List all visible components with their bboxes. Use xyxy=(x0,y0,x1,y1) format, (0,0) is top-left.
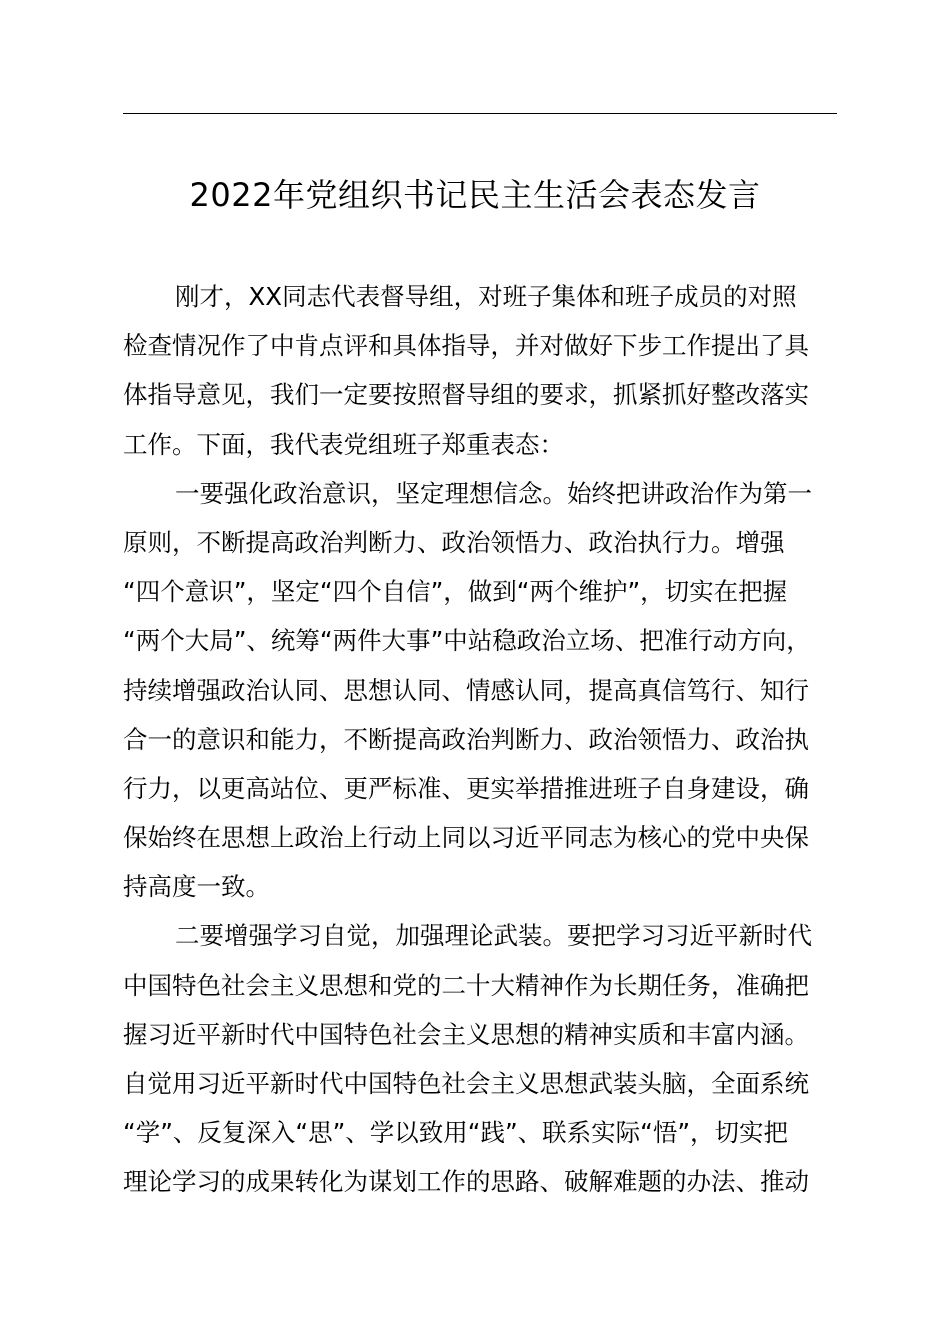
body-line: 一要强化政治意识，坚定理想信念。始终把讲政治作为第一 xyxy=(175,478,812,508)
body-line: 体指导意见，我们一定要按照督导组的要求，抓紧抓好整改落实 xyxy=(123,380,809,410)
body-line: 合一的意识和能力，不断提高政治判断力、政治领悟力、政治执 xyxy=(123,724,809,754)
document-body xyxy=(123,272,843,1207)
body-line: 工作。下面，我代表党组班子郑重表态： xyxy=(123,429,564,459)
body-line: 自觉用习近平新时代中国特色社会主义思想武装头脑，全面系统 xyxy=(123,1069,809,1098)
body-line: 理论学习的成果转化为谋划工作的思路、破解难题的办法、推动 xyxy=(123,1167,809,1197)
body-line: 保始终在思想上政治上行动上同以习近平同志为核心的党中央保 xyxy=(123,823,809,853)
body-line: 中国特色社会主义思想和党的二十大精神作为长期任务，准确把 xyxy=(123,970,809,1000)
body-line: 行力，以更高站位、更严标准、更实举措推进班子自身建设，确 xyxy=(123,773,809,803)
body-line: 刚才，XX同志代表督导组，对班子集体和班子成员的对照 xyxy=(175,282,797,311)
body-line: 原则，不断提高政治判断力、政治领悟力、政治执行力。增强 xyxy=(123,527,785,557)
document-title: 2022年党组织书记民主生活会表态发言 xyxy=(189,176,761,214)
body-line: 持续增强政治认同、思想认同、情感认同，提高真信笃行、知行 xyxy=(123,675,809,705)
body-line: 握习近平新时代中国特色社会主义思想的精神实质和丰富内涵。 xyxy=(123,1019,809,1049)
body-line: 持高度一致。 xyxy=(123,872,270,902)
body-line: “学”、反复深入“思”、学以致用“践”、联系实际“悟”，切实把 xyxy=(123,1118,789,1148)
body-line: 检查情况作了中肯点评和具体指导，并对做好下步工作提出了具 xyxy=(123,331,809,361)
body-line: “四个意识”，坚定“四个自信”，做到“两个维护”，切实在把握 xyxy=(123,577,788,607)
body-line: “两个大局”、统筹“两件大事”中站稳政治立场、把准行动方向， xyxy=(123,626,811,656)
body-line: 二要增强学习自觉，加强理论武装。要把学习习近平新时代 xyxy=(175,921,812,951)
header-rule xyxy=(123,113,837,114)
